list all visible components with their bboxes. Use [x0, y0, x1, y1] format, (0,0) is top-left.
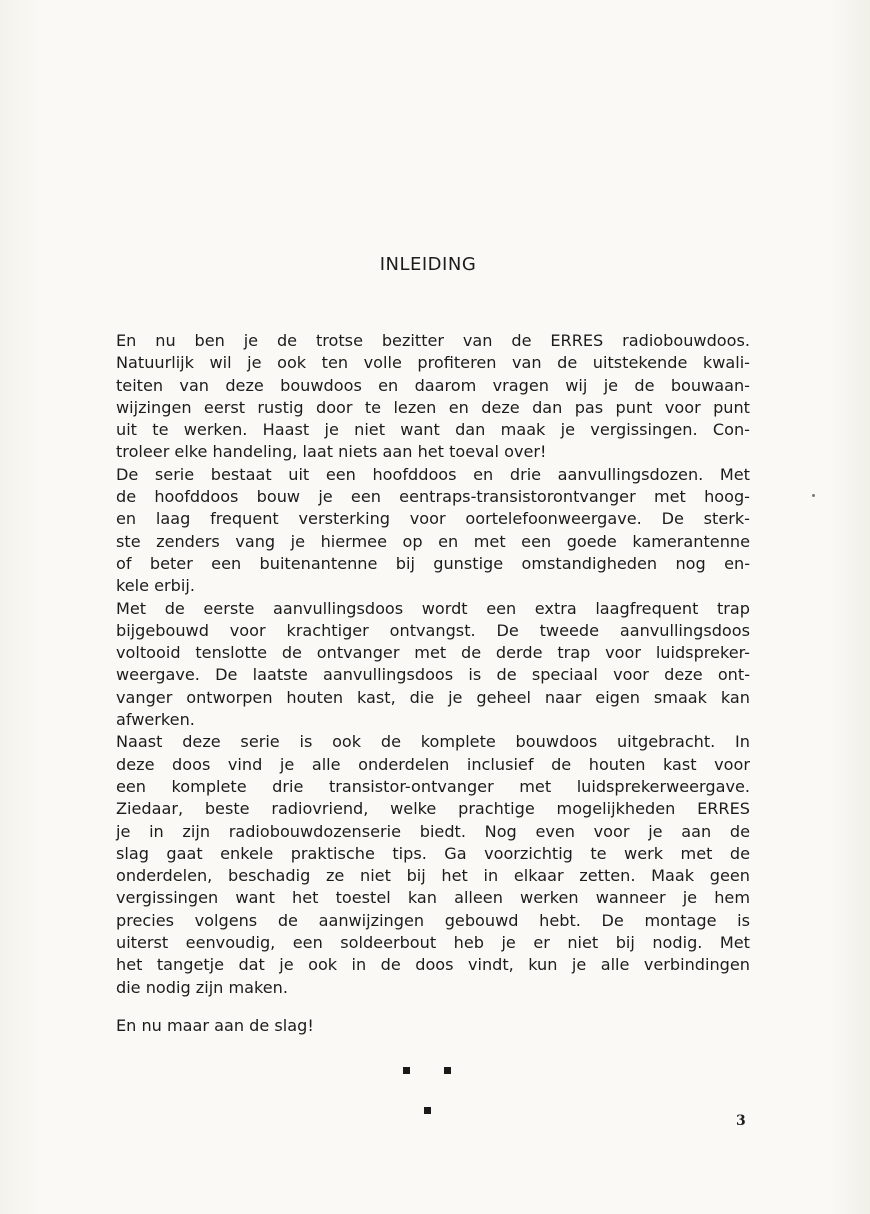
- text-line: precies volgens de aanwijzingen gebouwd hebt. De montage is: [116, 910, 750, 930]
- paper-speck: [812, 494, 815, 497]
- text-line: troleer elke handeling, laat niets aan het toeval over!: [116, 442, 547, 462]
- text-line: onderdelen, beschadig ze niet bij het in elkaar zetten. Maak geen: [116, 866, 750, 886]
- text-line: En nu ben je de trotse bezitter van de ERRES radiobouwdoos.: [116, 331, 750, 350]
- text-line: bijgebouwd voor krachtiger ontvangst. De tweede aanvullingsdoos: [116, 620, 750, 640]
- page-number: 3: [736, 1113, 746, 1129]
- text-line: slag gaat enkele praktische tips. Ga voorzichtig te werk met de: [116, 843, 750, 863]
- text-line: vergissingen want het toestel kan alleen werken wanneer je hem: [116, 888, 750, 908]
- text-line: Ziedaar, beste radiovriend, welke prachtige mogelijkheden ERRES: [116, 799, 750, 819]
- text-line: afwerken.: [116, 710, 195, 730]
- text-line: teiten van deze bouwdoos en daarom vragen wij je de bouwaan-: [116, 375, 750, 395]
- text-line: uit te werken. Haast je niet want dan maak je vergissingen. Con-: [116, 420, 750, 440]
- text-line: voltooid tenslotte de ontvanger met de derde trap voor luidspreker-: [116, 643, 750, 663]
- introduction-text: [116, 330, 750, 999]
- text-line: weergave. De laatste aanvullingsdoos is de speciaal voor deze ont-: [116, 665, 750, 685]
- text-line: kele erbij.: [116, 576, 195, 596]
- text-line: die nodig zijn maken.: [116, 977, 288, 997]
- text-line: De serie bestaat uit een hoofddoos en drie aanvullingsdozen. Met: [116, 464, 750, 484]
- text-line: Natuurlijk wil je ook ten volle profiteren van de uitstekende kwali-: [116, 353, 750, 373]
- text-line: ste zenders vang je hiermee op en met een goede kamerantenne: [116, 531, 750, 551]
- closing-line: En nu maar aan de slag!: [116, 1016, 314, 1035]
- text-line: deze doos vind je alle onderdelen inclusief de houten kast voor: [116, 754, 750, 774]
- ornament-dot: [403, 1067, 410, 1074]
- text-line: Met de eerste aanvullingsdoos wordt een extra laagfrequent trap: [116, 598, 750, 618]
- text-line: en laag frequent versterking voor oortelefoonweergave. De sterk-: [116, 509, 750, 529]
- text-line: wijzingen eerst rustig door te lezen en deze dan pas punt voor punt: [116, 397, 750, 417]
- text-line: de hoofddoos bouw je een eentraps-transistorontvanger met hoog-: [116, 487, 750, 507]
- ornament-dot: [424, 1107, 431, 1114]
- ornament-dot: [444, 1067, 451, 1074]
- text-line: uiterst eenvoudig, een soldeerbout heb je er niet bij nodig. Met: [116, 933, 750, 953]
- text-line: Naast deze serie is ook de komplete bouwdoos uitgebracht. In: [116, 732, 750, 752]
- text-line: vanger ontworpen houten kast, die je geheel naar eigen smaak kan: [116, 687, 750, 707]
- text-line: het tangetje dat je ook in de doos vindt, kun je alle verbindingen: [116, 955, 750, 975]
- text-line: een komplete drie transistor-ontvanger met luidsprekerweergave.: [116, 776, 750, 796]
- text-line: je in zijn radiobouwdozenserie biedt. Nog even voor je aan de: [116, 821, 750, 841]
- page-heading: INLEIDING: [379, 254, 477, 275]
- text-line: of beter een buitenantenne bij gunstige omstandigheden nog en-: [116, 553, 750, 573]
